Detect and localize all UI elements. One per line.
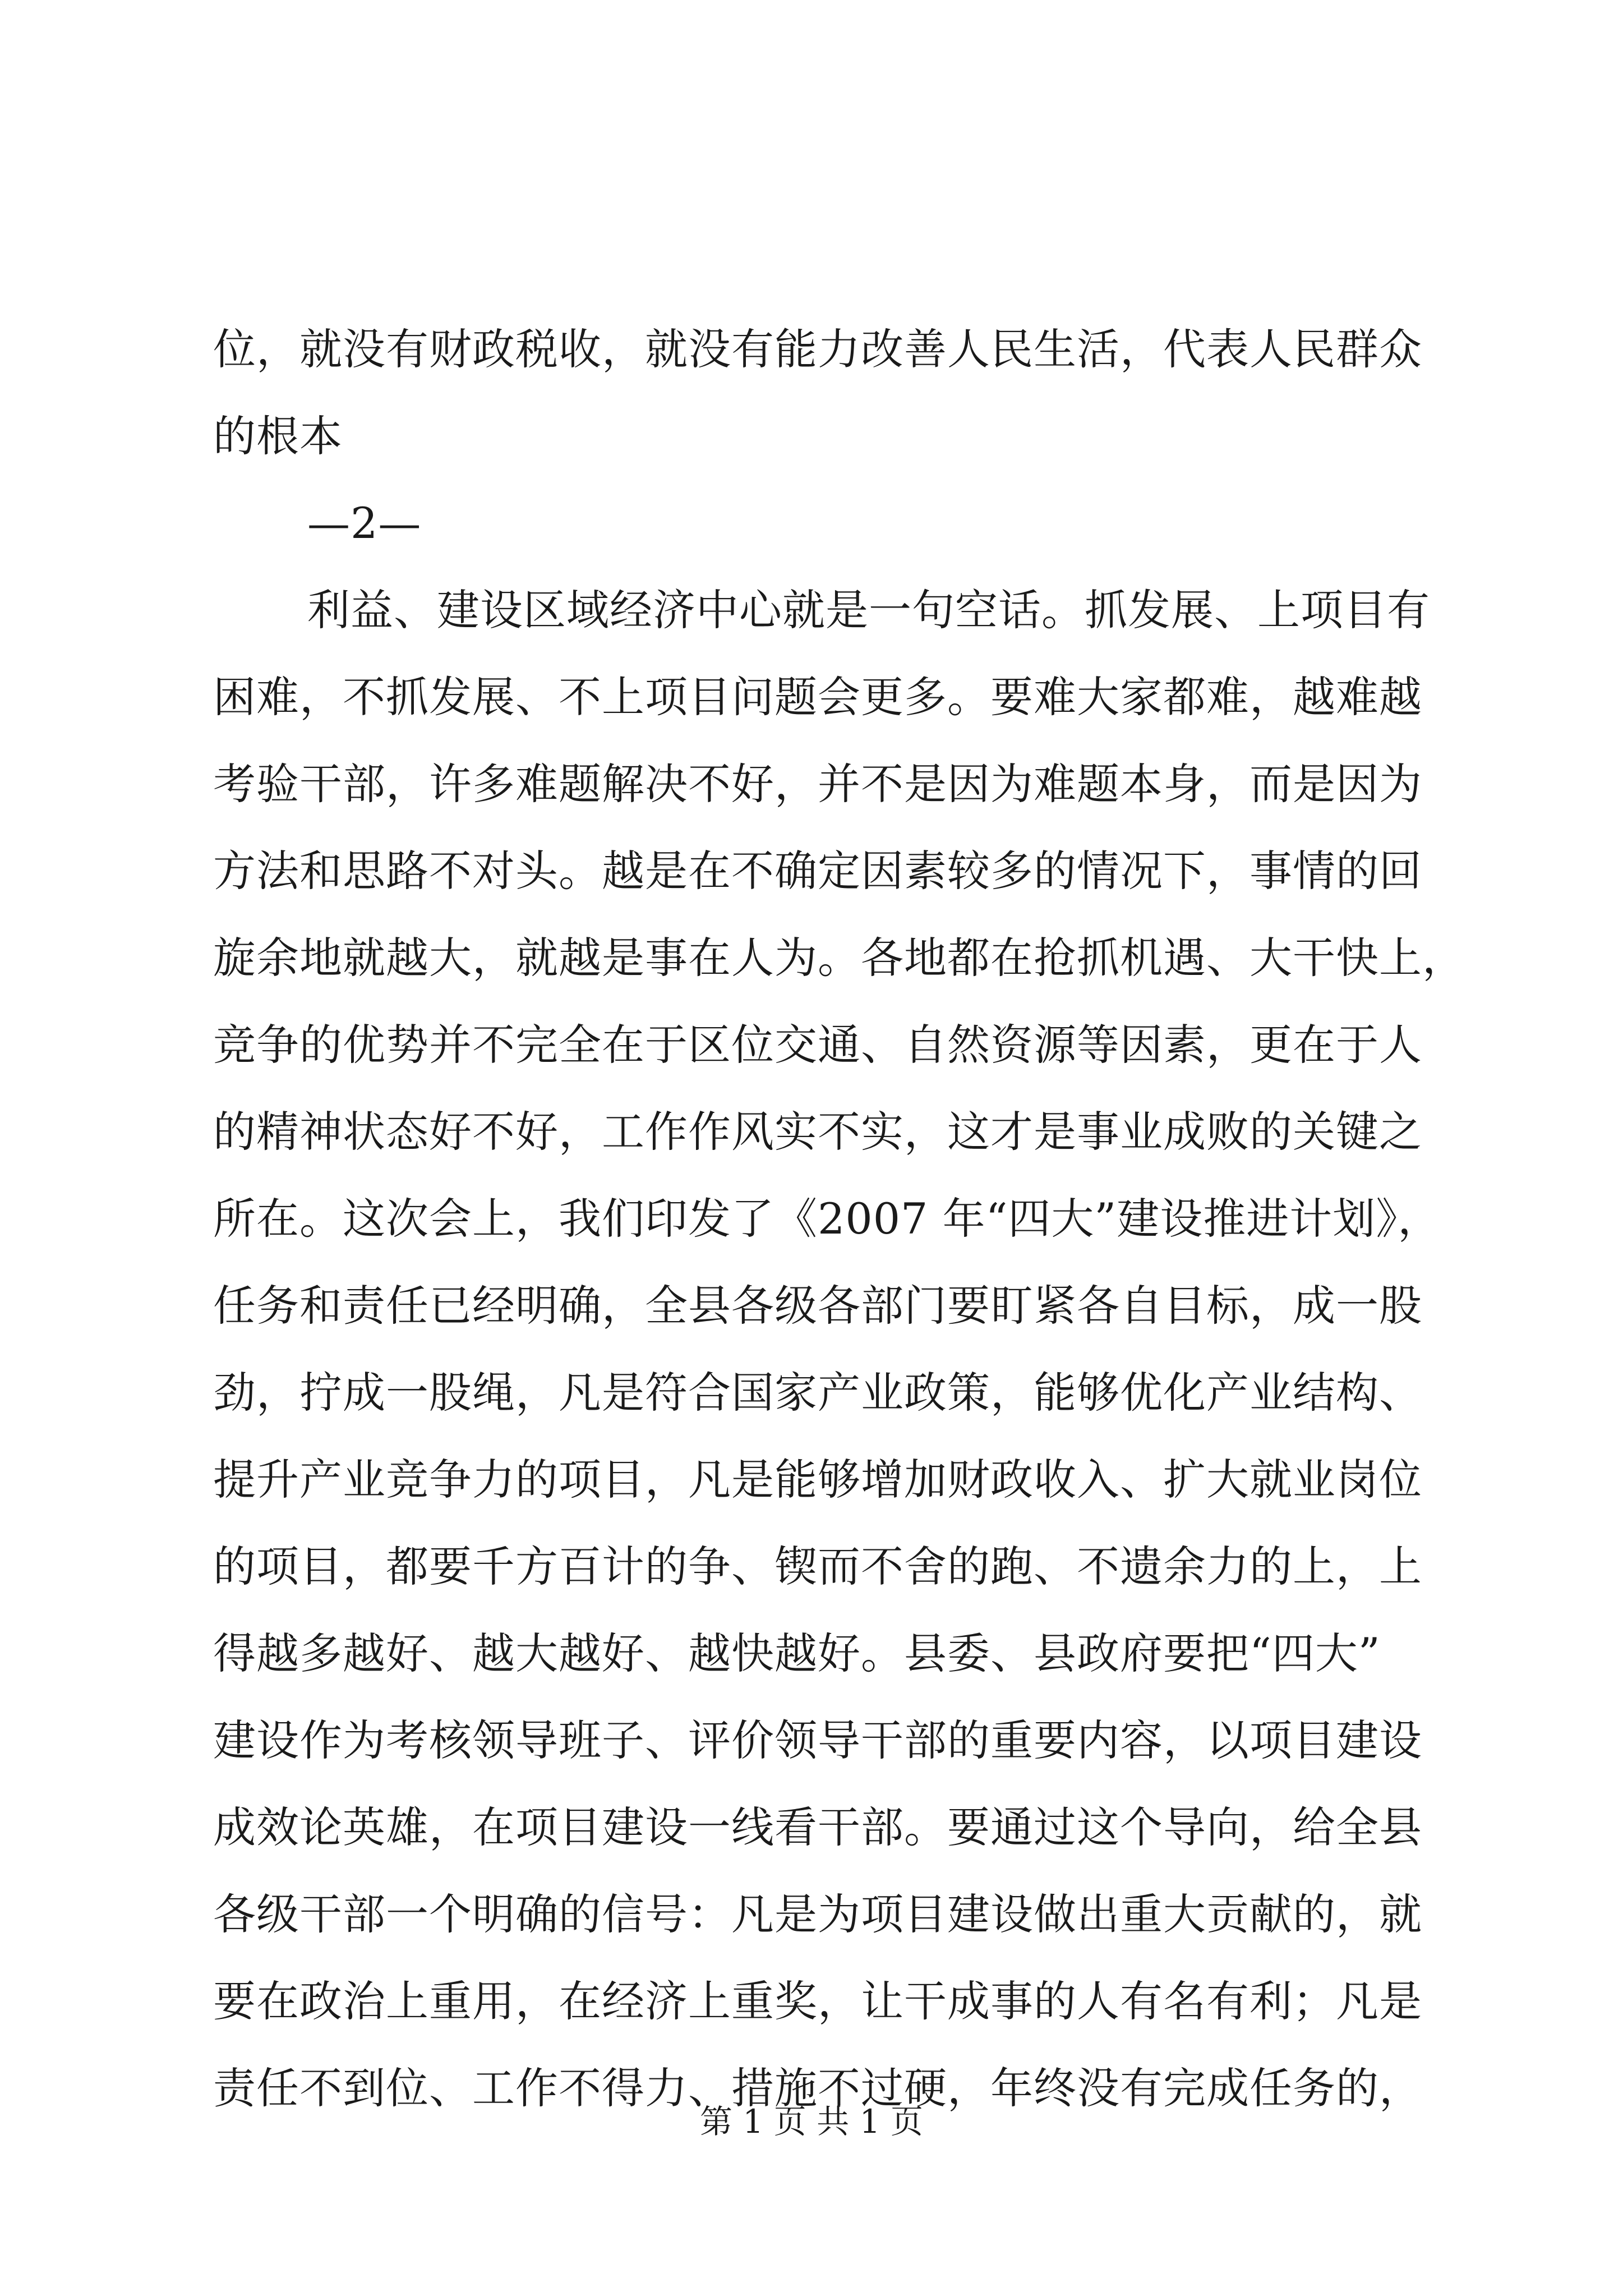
text-line: 旋余地就越大，就越是事在人为。各地都在抢抓机遇、大干快上， xyxy=(213,933,1465,983)
text-line: 的精神状态好不好，工作作风实不实，这才是事业成败的关键之 xyxy=(213,1107,1422,1157)
document-body xyxy=(213,306,1465,2132)
paragraph-first-line: 利益、建设区域经济中心就是一句空话。抓发展、上项目有 xyxy=(307,585,1430,635)
text-line: 各级干部一个明确的信号：凡是为项目建设做出重大贡献的，就 xyxy=(213,1889,1422,1939)
text-line: 任务和责任已经明确，全县各级各部门要盯紧各自目标，成一股 xyxy=(213,1281,1422,1331)
text-line: 位，就没有财政税收，就没有能力改善人民生活，代表人民群众 xyxy=(213,324,1422,374)
text-line: 劲，拧成一股绳，凡是符合国家产业政策，能够优化产业结构、 xyxy=(213,1368,1422,1418)
text-line: 提升产业竞争力的项目，凡是能够增加财政收入、扩大就业岗位 xyxy=(213,1455,1422,1504)
text-line: 所在。这次会上，我们印发了《2007 年“四大”建设推进计划》， xyxy=(213,1194,1441,1244)
text-line: 责任不到位、工作不得力、措施不过硬，年终没有完成任务的， xyxy=(213,2063,1422,2113)
text-line: 要在政治上重用，在经济上重奖，让干成事的人有名有利；凡是 xyxy=(213,1976,1422,2026)
text-line: 的根本 xyxy=(213,411,343,461)
text-line: 考验干部，许多难题解决不好，并不是因为难题本身，而是因为 xyxy=(213,759,1422,809)
text-line: 困难，不抓发展、不上项目问题会更多。要难大家都难，越难越 xyxy=(213,672,1422,722)
page-footer: 第 1 页 共 1 页 xyxy=(700,2102,923,2141)
text-line: 得越多越好、越大越好、越快越好。县委、县政府要把“四大” xyxy=(213,1628,1381,1678)
text-line: 成效论英雄，在项目建设一线看干部。要通过这个导向，给全县 xyxy=(213,1802,1422,1852)
text-line: 竞争的优势并不完全在于区位交通、自然资源等因素，更在于人 xyxy=(213,1020,1422,1070)
text-line: 的项目，都要千方百计的争、锲而不舍的跑、不遗余力的上，上 xyxy=(213,1542,1422,1591)
text-line: 方法和思路不对头。越是在不确定因素较多的情况下，事情的回 xyxy=(213,846,1422,896)
text-line: 建设作为考核领导班子、评价领导干部的重要内容，以项目建设 xyxy=(213,1715,1422,1765)
page-number-marker: —2— xyxy=(307,498,422,548)
